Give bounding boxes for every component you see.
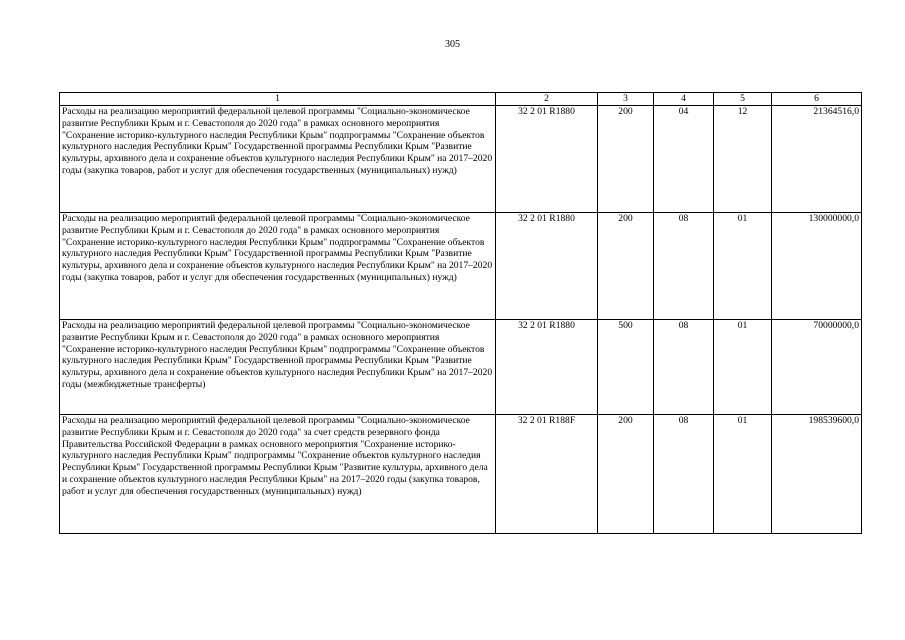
table-row — [60, 106, 862, 213]
section-code-cell: 04 — [654, 106, 714, 213]
page-number: 305 — [445, 39, 460, 50]
expense-type-cell: 500 — [598, 320, 654, 415]
section-code-cell: 08 — [654, 320, 714, 415]
amount-cell: 21364516,0 — [772, 106, 862, 213]
target-article-code-cell: 32 2 01 R1880 — [496, 106, 598, 213]
budget-table — [59, 92, 862, 534]
expense-type-cell: 200 — [598, 213, 654, 320]
amount-cell: 198539600,0 — [772, 415, 862, 534]
expense-name-cell: Расходы на реализацию мероприятий федеральной целевой программы "Социально-экономическое развитие Республики Крым и г. Севастополя до 2020 года" в рамках основного мероприятия "Сохранение историко-культурного наследия Республики Крым" подпрограммы "Сохранение объектов культурного наследия Республики Крым" Государственной программы Республики Крым "Развитие культуры, архивного дела и сохранение объектов культурного наследия Республики Крым" на 2017–2020 годы (межбюджетные трансферты) — [60, 320, 496, 415]
subsection-code-cell: 01 — [714, 213, 772, 320]
amount-cell: 70000000,0 — [772, 320, 862, 415]
expense-name-cell: Расходы на реализацию мероприятий федеральной целевой программы "Социально-экономическое развитие Республики Крым и г. Севастополя до 2020 года" в рамках основного мероприятия "Сохранение историко-культурного наследия Республики Крым" подпрограммы "Сохранение объектов культурного наследия Республики Крым" Государственной программы Республики Крым "Развитие культуры, архивного дела и сохранение объектов культурного наследия Республики Крым" на 2017–2020 годы (закупка товаров, работ и услуг для обеспечения государственных (муниципальных) нужд) — [60, 213, 496, 320]
expense-name-cell: Расходы на реализацию мероприятий федеральной целевой программы "Социально-экономическое развитие Республики Крым и г. Севастополя до 2020 года" в рамках основного мероприятия "Сохранение историко-культурного наследия Республики Крым" подпрограммы "Сохранение объектов культурного наследия Республики Крым" Государственной программы Республики Крым "Развитие культуры, архивного дела и сохранение объектов культурного наследия Республики Крым" на 2017–2020 годы (закупка товаров, работ и услуг для обеспечения государственных (муниципальных) нужд) — [60, 106, 496, 213]
table-header-row — [60, 93, 862, 106]
amount-cell: 130000000,0 — [772, 213, 862, 320]
target-article-code-cell: 32 2 01 R188F — [496, 415, 598, 534]
subsection-code-cell: 01 — [714, 415, 772, 534]
table-row — [60, 415, 862, 534]
column-header-3: 3 — [598, 93, 654, 106]
column-header-4: 4 — [654, 93, 714, 106]
expense-type-cell: 200 — [598, 415, 654, 534]
expense-name-cell: Расходы на реализацию мероприятий федеральной целевой программы "Социально-экономическое развитие Республики Крым и г. Севастополя до 2020 года" за счет средств резервного фонда Правительства Российской Федерации в рамках основного мероприятия "Сохранение историко-культурного наследия Республики Крым" подпрограммы "Сохранение объектов культурного наследия Республики Крым" Государственной программы Республики Крым "Развитие культуры, архивного дела и сохранение объектов культурного наследия Республики Крым" на 2017–2020 годы (закупка товаров, работ и услуг для обеспечения государственных (муниципальных) нужд) — [60, 415, 496, 534]
table-row — [60, 213, 862, 320]
subsection-code-cell: 01 — [714, 320, 772, 415]
target-article-code-cell: 32 2 01 R1880 — [496, 320, 598, 415]
expense-type-cell: 200 — [598, 106, 654, 213]
section-code-cell: 08 — [654, 415, 714, 534]
table-row — [60, 320, 862, 415]
target-article-code-cell: 32 2 01 R1880 — [496, 213, 598, 320]
column-header-5: 5 — [714, 93, 772, 106]
column-header-2: 2 — [496, 93, 598, 106]
section-code-cell: 08 — [654, 213, 714, 320]
subsection-code-cell: 12 — [714, 106, 772, 213]
column-header-6: 6 — [772, 93, 862, 106]
column-header-1: 1 — [60, 93, 496, 106]
